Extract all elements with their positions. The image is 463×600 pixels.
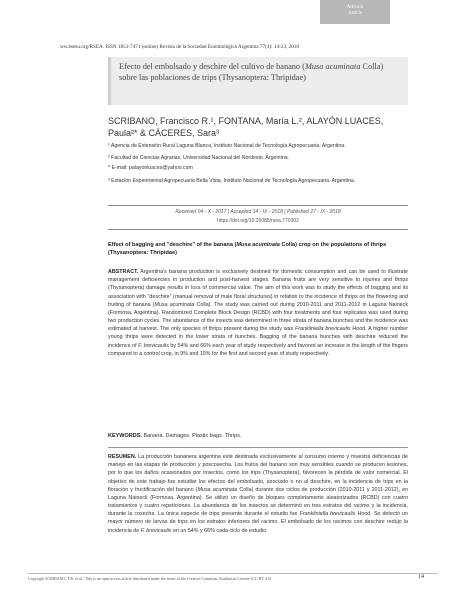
affiliation-1: ¹ Agencia de Extensión Rural Laguna Blanca, Instituto Nacional de Tecnología Agropecuaria. Argentina. [108,143,346,149]
authors-line-1: SCRIBANO, Francisco R.¹, FONTANA, María L.², ALAYÓN LUACES, [108,116,384,126]
keywords: KEYWORDS. Banana. Damages. Plastic bags. Thrips. [108,433,242,439]
authors-line-2: Paula²* & CÁCERES, Sara³ [108,127,220,138]
abstract-label: ABSTRACT. [108,269,139,275]
abstract: ABSTRACT. Argentina's banana production is exclusively destined for domestic consumption and can be used to illustrate management deficiencies in production and post-harvest stages. Banana fruits are very sensitive to injuries and thrips (Thysanoptera) damage results in loss of commercial value. The aim of this work was to study the effects of bagging and its association with "deschire" (manual removal of male floral structures) in relation to the incidence of thrips on the flowering and fruiting of banana (Musa acuminata Colla). The study was carried out during 2010-2011 and 2011-2012 in Laguna Naineck (Formosa, Argentina). Randomized Complete Block Design (RCBD) with four treatments and four replicates was used during two production cycles. The abundance of the insects was determined in three strata of banana bunches and the incidence was estimated at harvest. The only species of thrips present during the study was Frankliniella brevicaulis Hood. A higher number young thrips were detected in the lower strata of bunches. Bagging of the banana bunches with deschire reduced the incidence of F. brevicaulis by 54% and 66% each year of study respectively and favored an increase in the length of the fingers compared to a control crop, in 9% and 10% for the first and second year of study respectively. [108,269,408,357]
article-type-spanish: Artículo [346,5,364,10]
dates-top-rule [108,205,408,206]
footer-rule [28,573,438,574]
doi-link[interactable]: https://doi.org/10.25085/rsea.770302 [217,218,299,224]
article-type-tab [320,0,390,24]
title-block [108,57,408,105]
publication-dates: Received 04 - X - 2017 | Accepted 14 - IX - 2018 | Published 27 - IX - 2018 [175,209,341,215]
dates-bottom-rule [108,229,408,230]
affiliation-email: * E-mail: palayonluaces@yahoo.com [108,165,193,171]
affiliation-3: ³ Estación Experimental Agropecuaria Bella Vista, Instituto Nacional de Tecnología Agropecuaria. Argentina. [108,178,356,184]
section-separator [108,447,408,448]
article-type-english: Article [348,11,362,16]
page-number: 14 [418,574,424,580]
affiliation-2: ² Facultad de Ciencias Agrarias, Universidad Nacional del Nordeste. Argentina. [108,155,290,161]
article-title: Efecto del embolsado y deschire del cultivo de banano (Musa acuminata Colla) sobre las poblaciones de trips (Thysanoptera: Thripidae) [119,62,384,82]
keywords-label: KEYWORDS. [108,433,142,439]
resumen-label: RESUMEN. [108,454,137,460]
authors [108,116,408,139]
copyright-footer: Copyright SCRIBANO, F.R. et al.- This is an open access article distributed under the terms of the Creative Commons Attribution License (CC BY 4.0) [28,576,272,581]
english-title: Effect of bagging and "deschire" of the banana (Musa acuminata Colla) crop on the populations of thrips (Thysanoptera: Thripidae) [108,242,387,257]
english-title-species: Musa acuminata [236,242,280,248]
resumen: RESUMEN. La producción bananera argentina esté destinada exclusivamente al consumo interno y muestra deficiencias de manejo en las etapas de producción y poscosecha. Los frutos del banano son muy sensibles cuando se producen lesiones, por lo que los daños ocasionados por insectos, como los trips (Thysanoptera), favorecen la pérdida de valor comercial. El objetivo de este trabajo fue estudiar los efectos del embolsado, asociado o no al deschire, en la incidencia de trips en la floración y fructificación del banano (Musa acuminata Colla) durante dos ciclos de producción (2010-2011 y 2011-2012), en Laguna Naineck (Formosa, Argentina). Se utilizó un diseño de bloques completamente aleatorizados (RCBD) con cuatro tratamientos y cuatro repeticiones. La abundancia de los insectos se determinó en tres estratos del racimo y la incidencia, durante la cosecha. La única especie de trips presente durante el estudio fue Frankliniella brevicaulis Hood. Se detectó un mayor número de larvas de trips en los estratos inferiores del racimo. El embolsado de los racimos con deschire redujo la incidencia de F. brevicaulis en un 54% y 66% cada ciclo de estudio [108,454,408,534]
journal-line: ww.bsesu.org/RSEA. ISSN 1851-7471 (online) Revista de la Sociedad Entomológica Argentina 77(3): 14-23, 2018 [60,44,299,50]
top-band [0,0,463,24]
title-species: Musa acuminata [304,62,361,71]
